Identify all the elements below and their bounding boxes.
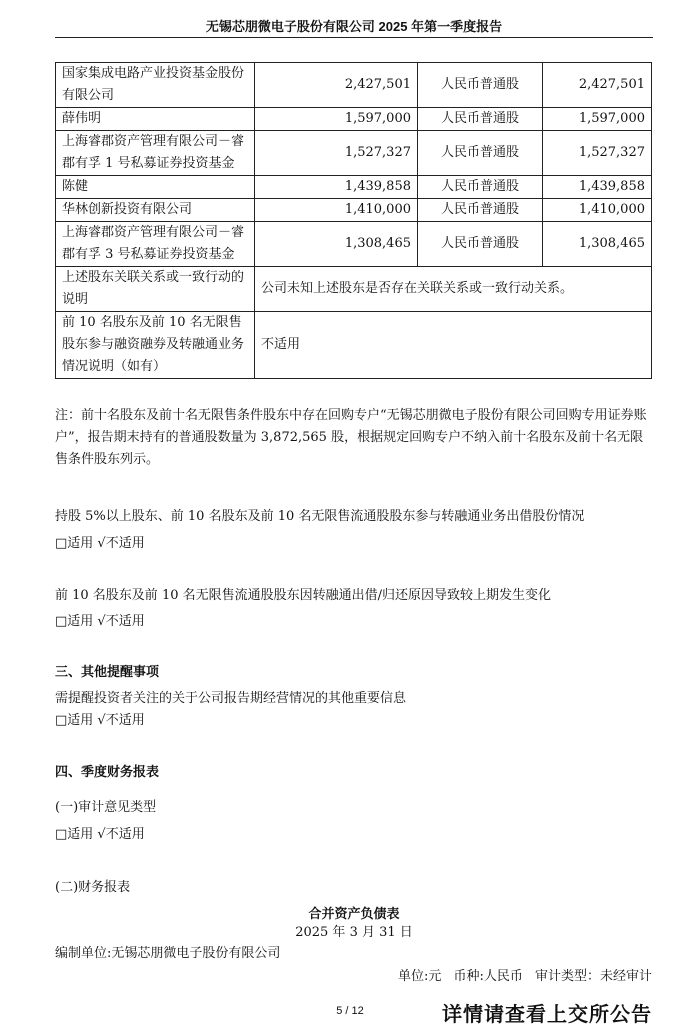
share-count: 1,410,000 (543, 199, 652, 222)
table-row (56, 222, 652, 267)
shares-held: 1,308,465 (255, 222, 418, 267)
shareholder-name: 上海睿郡资产管理有限公司－睿郡有孚 1 号私募证券投资基金 (56, 131, 255, 176)
lending-title: 持股 5%以上股东、前 10 名股东及前 10 名无限售流通股股东参与转融通业务出借股份情况 (55, 509, 585, 524)
change-title: 前 10 名股东及前 10 名无限售流通股股东因转融通出借/归还原因导致较上期发生变化 (55, 588, 551, 603)
preparer-company: 编制单位:无锡芯朋微电子股份有限公司 (55, 946, 281, 961)
audit-options: □适用 √不适用 (55, 827, 145, 842)
table-row (56, 108, 652, 131)
shares-held: 1,527,327 (255, 131, 418, 176)
share-type: 人民币普通股 (418, 131, 543, 176)
share-count: 1,597,000 (543, 108, 652, 131)
shareholder-name: 华林创新投资有限公司 (56, 199, 255, 222)
table-row (56, 176, 652, 199)
share-count: 1,527,327 (543, 131, 652, 176)
section4-heading: 四、季度财务报表 (55, 764, 160, 779)
change-options: □适用 √不适用 (55, 614, 145, 629)
shares-held: 1,597,000 (255, 108, 418, 131)
shares-held: 1,439,858 (255, 176, 418, 199)
table-row (56, 312, 652, 379)
shareholder-name: 国家集成电路产业投资基金股份有限公司 (56, 63, 255, 108)
share-type: 人民币普通股 (418, 222, 543, 267)
section3-options: □适用 √不适用 (55, 713, 145, 728)
shares-held: 1,410,000 (255, 199, 418, 222)
share-type: 人民币普通股 (418, 63, 543, 108)
unit-currency-line: 单位:元 币种:人民币 审计类型：未经审计 (397, 969, 652, 984)
shareholder-name: 陈健 (56, 176, 255, 199)
share-count: 1,308,465 (543, 222, 652, 267)
margin-label: 前 10 名股东及前 10 名无限售股东参与融资融券及转融通业务情况说明（如有） (56, 312, 255, 379)
repurchase-note: 注：前十名股东及前十名无限售条件股东中存在回购专户“无锡芯朋微电子股份有限公司回购专用证券账户”，报告期末持有的普通股数量为 3,872,565 股，根据规定回购专户不纳入前十名股东及前十名无限售条件股东列示。 (55, 408, 647, 467)
share-type: 人民币普通股 (418, 108, 543, 131)
section3-text: 需提醒投资者关注的关于公司报告期经营情况的其他重要信息 (55, 691, 407, 706)
shares-held: 2,427,501 (255, 63, 418, 108)
page-number: 5 / 12 (336, 1005, 364, 1017)
sse-announcement-banner: 详情请查看上交所公告 (442, 1002, 652, 1026)
share-count: 1,439,858 (543, 176, 652, 199)
audit-title: (一)审计意见类型 (55, 800, 157, 815)
balance-sheet-title: 合并资产负债表 (308, 906, 400, 921)
shareholder-name: 上海睿郡资产管理有限公司－睿郡有孚 3 号私募证券投资基金 (56, 222, 255, 267)
relation-value: 公司未知上述股东是否存在关联关系或一致行动关系。 (255, 267, 652, 312)
share-count: 2,427,501 (543, 63, 652, 108)
header-divider (55, 37, 653, 38)
report-header-title: 无锡芯朋微电子股份有限公司 2025 年第一季度报告 (205, 19, 503, 34)
share-type: 人民币普通股 (418, 176, 543, 199)
shareholder-name: 薛伟明 (56, 108, 255, 131)
table-row (56, 131, 652, 176)
share-type: 人民币普通股 (418, 199, 543, 222)
section3-heading: 三、其他提醒事项 (55, 664, 160, 679)
lending-options: □适用 √不适用 (55, 536, 145, 551)
shareholder-table (55, 62, 652, 379)
table-row (56, 63, 652, 108)
table-row (56, 267, 652, 312)
balance-sheet-date: 2025 年 3 月 31 日 (295, 925, 413, 940)
relation-label: 上述股东关联关系或一致行动的说明 (56, 267, 255, 312)
statements-title: (二)财务报表 (55, 880, 131, 895)
margin-value: 不适用 (255, 312, 652, 379)
table-row (56, 199, 652, 222)
